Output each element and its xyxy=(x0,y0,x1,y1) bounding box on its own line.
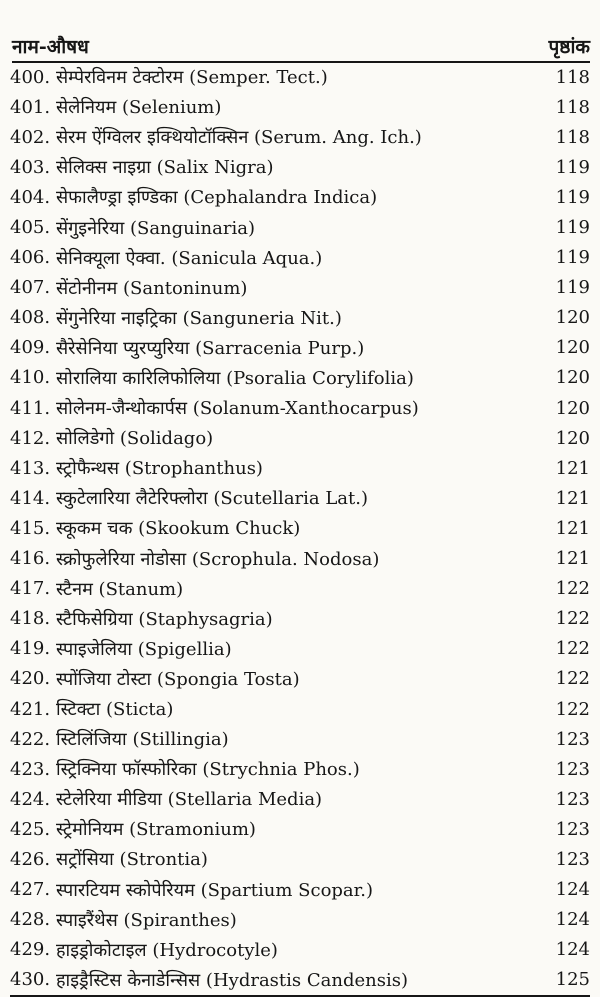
index-row xyxy=(10,363,590,393)
remedy-name: स्टिलिंजिया (Stillingia) xyxy=(56,729,229,751)
index-row xyxy=(10,935,590,965)
index-row xyxy=(10,694,590,724)
page-number: 124 xyxy=(555,909,590,931)
entry-number: 401. xyxy=(10,96,51,118)
page-number: 120 xyxy=(555,337,590,359)
page-number: 119 xyxy=(555,156,590,178)
index-row xyxy=(10,212,590,242)
page-number: 125 xyxy=(555,969,590,991)
entry-number: 415. xyxy=(10,517,51,539)
entry-number: 422. xyxy=(10,728,51,750)
remedy-name: सेंगुनेरिया नाइट्रिका (Sanguneria Nit.) xyxy=(56,307,342,329)
page-number: 123 xyxy=(555,818,590,840)
entry-number: 400. xyxy=(10,66,51,88)
remedy-name: स्टैनम (Stanum) xyxy=(56,578,184,600)
index-row xyxy=(10,905,590,935)
index-row xyxy=(10,604,590,634)
page-column-heading: पृष्ठांक xyxy=(548,36,590,58)
page-number: 121 xyxy=(555,548,590,570)
index-row xyxy=(10,423,590,453)
entry-number: 420. xyxy=(10,668,51,690)
entry-number: 403. xyxy=(10,156,51,178)
remedy-name: सेलेनियम (Selenium) xyxy=(56,97,222,119)
remedy-name: सेंटोनीनम (Santoninum) xyxy=(56,277,248,299)
index-row xyxy=(10,875,590,905)
page-number: 123 xyxy=(555,758,590,780)
page-number: 122 xyxy=(555,698,590,720)
entry-number: 412. xyxy=(10,427,51,449)
index-row xyxy=(10,754,590,784)
page-number: 123 xyxy=(555,848,590,870)
entry-number: 405. xyxy=(10,217,51,239)
remedy-name: स्टैफिसेग्रिया (Staphysagria) xyxy=(56,608,273,630)
remedy-name: स्पाइजेलिया (Spigellia) xyxy=(56,638,232,660)
remedy-name: स्टेलेरिया मीडिया (Stellaria Media) xyxy=(56,789,323,811)
page-number: 122 xyxy=(555,638,590,660)
remedy-name: स्ट्रोफैन्थस (Strophanthus) xyxy=(56,458,263,480)
remedy-name: स्ट्रिक्निया फॉस्फोरिका (Strychnia Phos.) xyxy=(56,759,360,781)
entry-number: 417. xyxy=(10,578,51,600)
entry-number: 428. xyxy=(10,909,51,931)
remedy-name: सेंगुइनेरिया (Sanguinaria) xyxy=(56,217,255,239)
index-row xyxy=(10,844,590,874)
index-row xyxy=(10,784,590,814)
page-number: 121 xyxy=(555,517,590,539)
entry-number: 407. xyxy=(10,277,51,299)
entry-number: 413. xyxy=(10,457,51,479)
remedy-name: हाइड्रोकोटाइल (Hydrocotyle) xyxy=(56,939,278,961)
entry-number: 426. xyxy=(10,848,51,870)
index-row xyxy=(10,243,590,273)
remedy-name: हाइड्रैस्टिस केनाडेन्सिस (Hydrastis Candensis) xyxy=(56,969,408,991)
index-row xyxy=(10,92,590,122)
index-row xyxy=(10,814,590,844)
page-number: 119 xyxy=(555,217,590,239)
entry-number: 406. xyxy=(10,247,51,269)
remedy-name: स्पोंजिया टोस्टा (Spongia Tosta) xyxy=(56,668,300,690)
entry-number: 429. xyxy=(10,939,51,961)
page-number: 119 xyxy=(555,277,590,299)
entry-number: 430. xyxy=(10,969,51,991)
remedy-name: सोलिडेगो (Solidago) xyxy=(56,428,214,450)
index-row xyxy=(10,62,590,92)
entry-number: 423. xyxy=(10,758,51,780)
page-number: 121 xyxy=(555,457,590,479)
index-row xyxy=(10,483,590,513)
entry-number: 421. xyxy=(10,698,51,720)
remedy-name: स्क्रोफुलेरिया नोडोसा (Scrophula. Nodosa) xyxy=(56,548,380,570)
entry-number: 424. xyxy=(10,788,51,810)
entry-number: 427. xyxy=(10,879,51,901)
page-number: 118 xyxy=(555,126,590,148)
entry-number: 425. xyxy=(10,818,51,840)
page-number: 118 xyxy=(555,96,590,118)
page-number: 120 xyxy=(555,307,590,329)
entry-number: 404. xyxy=(10,186,51,208)
index-header xyxy=(12,33,590,59)
remedy-name: सेफालैण्ड्रा इण्डिका (Cephalandra Indica) xyxy=(56,187,378,209)
entry-number: 410. xyxy=(10,367,51,389)
remedy-name: सेरम ऐंग्विलर इक्थियोटॉक्सिन (Serum. Ang. Ich.) xyxy=(56,127,422,149)
entry-number: 414. xyxy=(10,487,51,509)
entry-number: 418. xyxy=(10,608,51,630)
page-number: 122 xyxy=(555,608,590,630)
index-row xyxy=(10,152,590,182)
entry-number: 408. xyxy=(10,307,51,329)
remedy-name: स्कूकम चक (Skookum Chuck) xyxy=(56,518,301,540)
page-number: 124 xyxy=(555,939,590,961)
remedy-name: स्कुटेलारिया लैटेरिफ्लोरा (Scutellaria Lat.) xyxy=(56,488,369,510)
remedy-name: सोरालिया कारिलिफोलिया (Psoralia Corylifolia) xyxy=(56,367,414,389)
entry-number: 402. xyxy=(10,126,51,148)
remedy-name: सेम्पेरविनम टेक्टोरम (Semper. Tect.) xyxy=(56,67,328,89)
page-number: 120 xyxy=(555,397,590,419)
index-row xyxy=(10,453,590,483)
page-number: 119 xyxy=(555,186,590,208)
remedy-name: स्टिक्टा (Sticta) xyxy=(56,699,174,721)
page-number: 118 xyxy=(555,66,590,88)
entry-number: 419. xyxy=(10,638,51,660)
remedy-name: स्पारटियम स्कोपेरियम (Spartium Scopar.) xyxy=(56,879,374,901)
remedy-name: सैरेसेनिया प्युरप्युरिया (Sarracenia Purp.) xyxy=(56,337,365,359)
entry-number: 416. xyxy=(10,548,51,570)
index-row xyxy=(10,965,590,997)
index-row xyxy=(10,664,590,694)
index-row xyxy=(10,724,590,754)
index-row xyxy=(10,513,590,543)
remedy-name: सट्रोंसिया (Strontia) xyxy=(56,849,208,871)
page-number: 123 xyxy=(555,728,590,750)
entry-number: 411. xyxy=(10,397,51,419)
page-number: 119 xyxy=(555,247,590,269)
remedy-name: स्पाइरैंथेस (Spiranthes) xyxy=(56,909,237,931)
index-row xyxy=(10,122,590,152)
index-list xyxy=(10,62,590,997)
index-row xyxy=(10,393,590,423)
page-number: 121 xyxy=(555,487,590,509)
remedy-name: सोलेनम-जैन्थोकार्पस (Solanum-Xanthocarpus) xyxy=(56,398,419,420)
page-number: 120 xyxy=(555,367,590,389)
index-row xyxy=(10,273,590,303)
index-row xyxy=(10,303,590,333)
remedy-name: स्ट्रेमोनियम (Stramonium) xyxy=(56,819,256,841)
index-row xyxy=(10,634,590,664)
index-row xyxy=(10,182,590,212)
page-number: 120 xyxy=(555,427,590,449)
page-number: 122 xyxy=(555,668,590,690)
index-row xyxy=(10,544,590,574)
page-number: 122 xyxy=(555,578,590,600)
page-number: 123 xyxy=(555,788,590,810)
remedy-name: सेनिक्यूला ऐक्वा. (Sanicula Aqua.) xyxy=(56,247,323,269)
entry-number: 409. xyxy=(10,337,51,359)
index-row xyxy=(10,333,590,363)
index-row xyxy=(10,574,590,604)
page-number: 124 xyxy=(555,879,590,901)
remedy-name: सेलिक्स नाइग्रा (Salix Nigra) xyxy=(56,157,274,179)
name-column-heading: नाम-औषध xyxy=(12,36,89,58)
